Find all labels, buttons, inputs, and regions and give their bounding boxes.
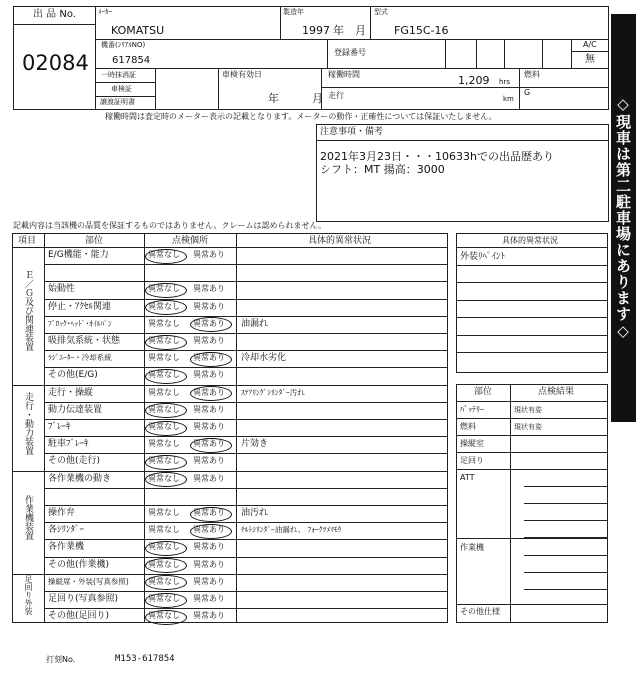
table-header-divider [12,247,448,248]
notes-line-1: 2021年3月23日・・・10633hでの出品歴あり [320,150,554,163]
row-divider [44,350,448,351]
check-abnormal: 異常あり [193,594,225,603]
inspection-label: 車検有効日 [222,70,262,79]
row-part: その他(作業機) [48,560,110,570]
circle-abnormal-mark [190,386,232,401]
maker-label: ﾒｰｶｰ [98,8,112,16]
circle-normal-mark [145,541,187,556]
row-divider [44,436,448,437]
right-row-line [456,335,608,336]
row-divider [44,264,448,265]
month-unit: 月 [355,24,366,37]
row-divider [44,402,448,403]
result-sub-line [524,589,608,590]
row-divider [44,557,448,558]
check-abnormal: 異常あり [193,577,225,586]
row-divider [44,608,448,609]
check-normal: 異常なし [148,422,180,431]
row-part: 各作業機 [48,542,85,552]
check-abnormal: 異常あり [193,542,225,551]
result-row-line [456,538,608,539]
header-vline-10 [218,68,219,110]
check-abnormal: 異常あり [193,284,225,293]
result-sub-line [524,486,608,487]
row-divider [44,505,448,506]
header-vline-3 [327,39,328,68]
ac-label: A/C [583,40,597,49]
year-label: 製造年 [283,8,304,16]
hours-label: 稼働時間 [328,70,360,79]
notes-divider [316,140,609,141]
right-detail-header-line [456,247,608,248]
check-abnormal: 異常あり [193,302,225,311]
row-part: 操縦席・外装(写真参照) [48,577,129,586]
header-vline-7 [542,39,543,68]
check-abnormal: 異常あり [193,525,225,534]
check-abnormal: 異常あり [193,336,225,345]
maker-value: KOMATSU [111,24,165,37]
row-part: その他(足回り) [48,611,110,621]
check-normal: 異常なし [148,388,180,397]
quality-note: 記載内容は当該機の品質を保証するものではありません。クレームは認められません。 [13,221,326,230]
row-divider [12,385,448,386]
col-divider-1 [44,233,45,623]
header-vline-12 [519,68,520,110]
lot-divider [13,24,96,25]
check-abnormal: 異常あり [193,474,225,483]
right-row-line [456,352,608,353]
header-grid [95,6,609,110]
result-header-result: 点検結果 [538,387,575,397]
row-divider [44,591,448,592]
result-battery: ﾊﾞｯﾃﾘｰ [460,405,484,414]
serial-label: 機番(ｼﾘｱﾙNO) [101,41,146,49]
result-battery-value: 現状有姿 [514,406,542,414]
header-part: 部位 [85,236,104,246]
circle-normal-mark [145,472,187,487]
header-line-4 [571,51,609,52]
check-normal: 異常なし [148,611,180,620]
row-detail: 冷却水劣化 [241,353,287,363]
model-value: FG15C-16 [394,24,449,37]
result-work: 作業機 [460,543,484,552]
check-normal: 異常なし [148,542,180,551]
cert-line-1 [95,82,155,83]
row-part: 各ｼﾘﾝﾀﾞｰ [48,525,85,535]
row-divider [44,316,448,317]
check-normal: 異常なし [148,508,180,517]
side-banner: ◇現車は第二駐車場にあります◇ [611,14,636,422]
year-unit: 年 [333,24,344,37]
fuel-value: G [524,88,531,97]
check-normal: 異常なし [148,560,180,569]
check-abnormal: 異常あり [193,611,225,620]
row-divider [44,299,448,300]
stamp-label: 打刻No. [46,655,76,664]
right-row-line [456,282,608,283]
result-fuel: 燃料 [460,422,476,431]
stamp-value: M153-617854 [115,654,175,664]
header-line-2 [95,68,609,69]
right-detail-header: 具体的異常状況 [502,236,558,245]
row-part: 各作業機の動き [48,474,112,484]
cert-transfer: 譲渡証明書 [100,98,135,106]
row-part: 操作弁 [48,508,76,518]
row-detail: 片効き [241,439,269,449]
circle-normal-mark [145,335,187,350]
circle-normal-mark [145,421,187,436]
circle-normal-mark [145,610,187,625]
row-divider [44,367,448,368]
row-divider [44,333,448,334]
result-sub-line [524,503,608,504]
header-vline-8 [571,39,572,68]
row-part: ﾌﾞﾚｰｷ [48,422,71,432]
hours-note: 稼働時間は査定時のメーター表示の記載となります。メーターの動作・正確性については保証いたしません。 [105,112,497,121]
row-part: 走行・操縦 [48,388,94,398]
check-abnormal: 異常あり [193,353,225,362]
group-drive: 走行・動力装置 [23,392,33,455]
right-row-line [456,300,608,301]
check-abnormal: 異常あり [193,439,225,448]
ac-value: 無 [585,54,595,65]
cert-temp-deregistration: 一時抹消証 [101,71,136,79]
circle-normal-mark [145,558,187,573]
check-normal: 異常なし [148,250,180,259]
row-divider [44,539,448,540]
row-part: ﾌﾞﾛｯｸ･ﾍｯﾄﾞ･ｵｲﾙﾊﾟﾝ [48,319,112,328]
notes-line-2: シフト：MT 揚高：3000 [320,163,445,176]
check-normal: 異常なし [148,525,180,534]
result-row-line [456,435,608,436]
check-normal: 異常なし [148,456,180,465]
check-abnormal: 異常あり [193,319,225,328]
result-sub-line [524,555,608,556]
row-part: 吸排気系統・状態 [48,336,121,346]
result-row-line [456,469,608,470]
result-other-spec: その他仕様 [460,607,500,616]
check-normal: 異常なし [148,577,180,586]
hours-unit: hrs [499,78,510,86]
check-abnormal: 異常あり [193,250,225,259]
result-row-line [456,418,608,419]
lot-label: 出 品 No. [33,9,76,20]
group-work: 作業機装置 [23,495,33,540]
result-col-divider [510,384,511,623]
check-normal: 異常なし [148,474,180,483]
reg-label: 登録番号 [334,48,366,57]
header-vline-4 [445,39,446,68]
row-divider [44,419,448,420]
row-divider [12,471,448,472]
row-divider [44,488,448,489]
circle-normal-mark [145,403,187,418]
lot-number: 02084 [22,51,89,75]
circle-normal-mark [145,300,187,315]
km-unit: km [503,95,514,103]
circle-normal-mark [145,369,187,384]
hours-value: 1,209 [458,74,490,87]
row-detail: 油漏れ [241,319,269,329]
col-divider-3 [236,233,237,623]
check-normal: 異常なし [148,336,180,345]
header-vline-1 [280,6,281,39]
serial-value: 617854 [112,55,151,66]
check-abnormal: 異常あり [193,456,225,465]
check-abnormal: 異常あり [193,370,225,379]
model-label: 型式 [374,8,388,16]
row-part: 足回り(写真参照) [48,594,119,604]
circle-abnormal-mark [190,507,232,522]
circle-normal-mark [145,575,187,590]
check-abnormal: 異常あり [193,422,225,431]
circle-abnormal-mark [190,352,232,367]
group-engine: Ｅ／Ｇ及び関連装置 [23,270,33,351]
result-sub-line [524,572,608,573]
right-row-line [456,265,608,266]
cert-inspection: 車検証 [111,85,132,93]
cert-line-2 [95,96,155,97]
check-normal: 異常なし [148,319,180,328]
circle-normal-mark [145,249,187,264]
circle-abnormal-mark [190,438,232,453]
right-row-line [456,317,608,318]
circle-normal-mark [145,455,187,470]
circle-normal-mark [145,593,187,608]
header-vline-2 [370,6,371,39]
result-fuel-value: 現状有姿 [514,423,542,431]
header-vline-6 [504,39,505,68]
header-vline-9 [155,68,156,110]
row-part: 動力伝達装置 [48,405,103,415]
check-normal: 異常なし [148,439,180,448]
row-divider [12,574,448,575]
check-normal: 異常なし [148,284,180,293]
row-detail: ﾁﾙﾄｼﾘﾝﾀﾞｰ油漏れ、 ﾌｫｰｸﾂﾒﾏﾓｳ [241,525,342,534]
result-att: ATT [460,473,475,482]
notes-label: 注意事項・備考 [320,127,384,137]
row-divider [44,453,448,454]
inspection-year-unit: 年 [268,92,279,105]
header-check: 点検個所 [172,236,209,246]
inspection-month-unit: 月 [312,92,323,105]
check-normal: 異常なし [148,353,180,362]
circle-abnormal-mark [190,524,232,539]
result-row-line [456,452,608,453]
travel-label: 走行 [328,91,344,100]
check-normal: 異常なし [148,370,180,379]
check-normal: 異常なし [148,302,180,311]
header-detail: 具体的異常状況 [308,236,372,246]
result-undercarriage: 足回り [460,456,484,465]
row-part: ﾗｼﾞｴｰﾀｰ・冷却系統 [48,353,112,362]
right-detail-row-1: 外装ﾘﾍﾟｲﾝﾄ [460,252,506,262]
result-row-line [456,604,608,605]
result-header-part: 部位 [474,387,493,397]
year-value: 1997 [302,24,330,37]
row-part: 駐車ﾌﾞﾚｰｷ [48,439,89,449]
check-abnormal: 異常あり [193,560,225,569]
group-undercarriage: 足回り外装 [24,575,33,615]
header-line-3 [321,87,609,88]
row-part: 停止・ｱｸｾﾙ関連 [48,302,112,312]
row-part: 始動性 [48,284,76,294]
header-line-1 [95,39,609,40]
row-part: その他(E/G) [48,370,98,380]
check-normal: 異常なし [148,405,180,414]
row-detail: 油汚れ [241,508,269,518]
result-row-line [456,401,608,402]
row-part: その他(走行) [48,456,101,466]
fuel-label: 燃料 [524,70,540,79]
header-item: 項目 [18,236,37,246]
row-detail: ｽﾃｱﾘﾝｸﾞｼﾘﾝﾀﾞｰ汚れ [241,388,305,397]
check-abnormal: 異常あり [193,508,225,517]
check-abnormal: 異常あり [193,405,225,414]
check-normal: 異常なし [148,594,180,603]
circle-normal-mark [145,283,187,298]
circle-abnormal-mark [190,317,232,332]
result-sub-line [524,520,608,521]
row-divider [44,522,448,523]
row-divider [44,281,448,282]
row-part: E/G機能・能力 [48,250,109,260]
result-cab: 操縦室 [460,439,484,448]
check-abnormal: 異常あり [193,388,225,397]
header-vline-5 [476,39,477,68]
